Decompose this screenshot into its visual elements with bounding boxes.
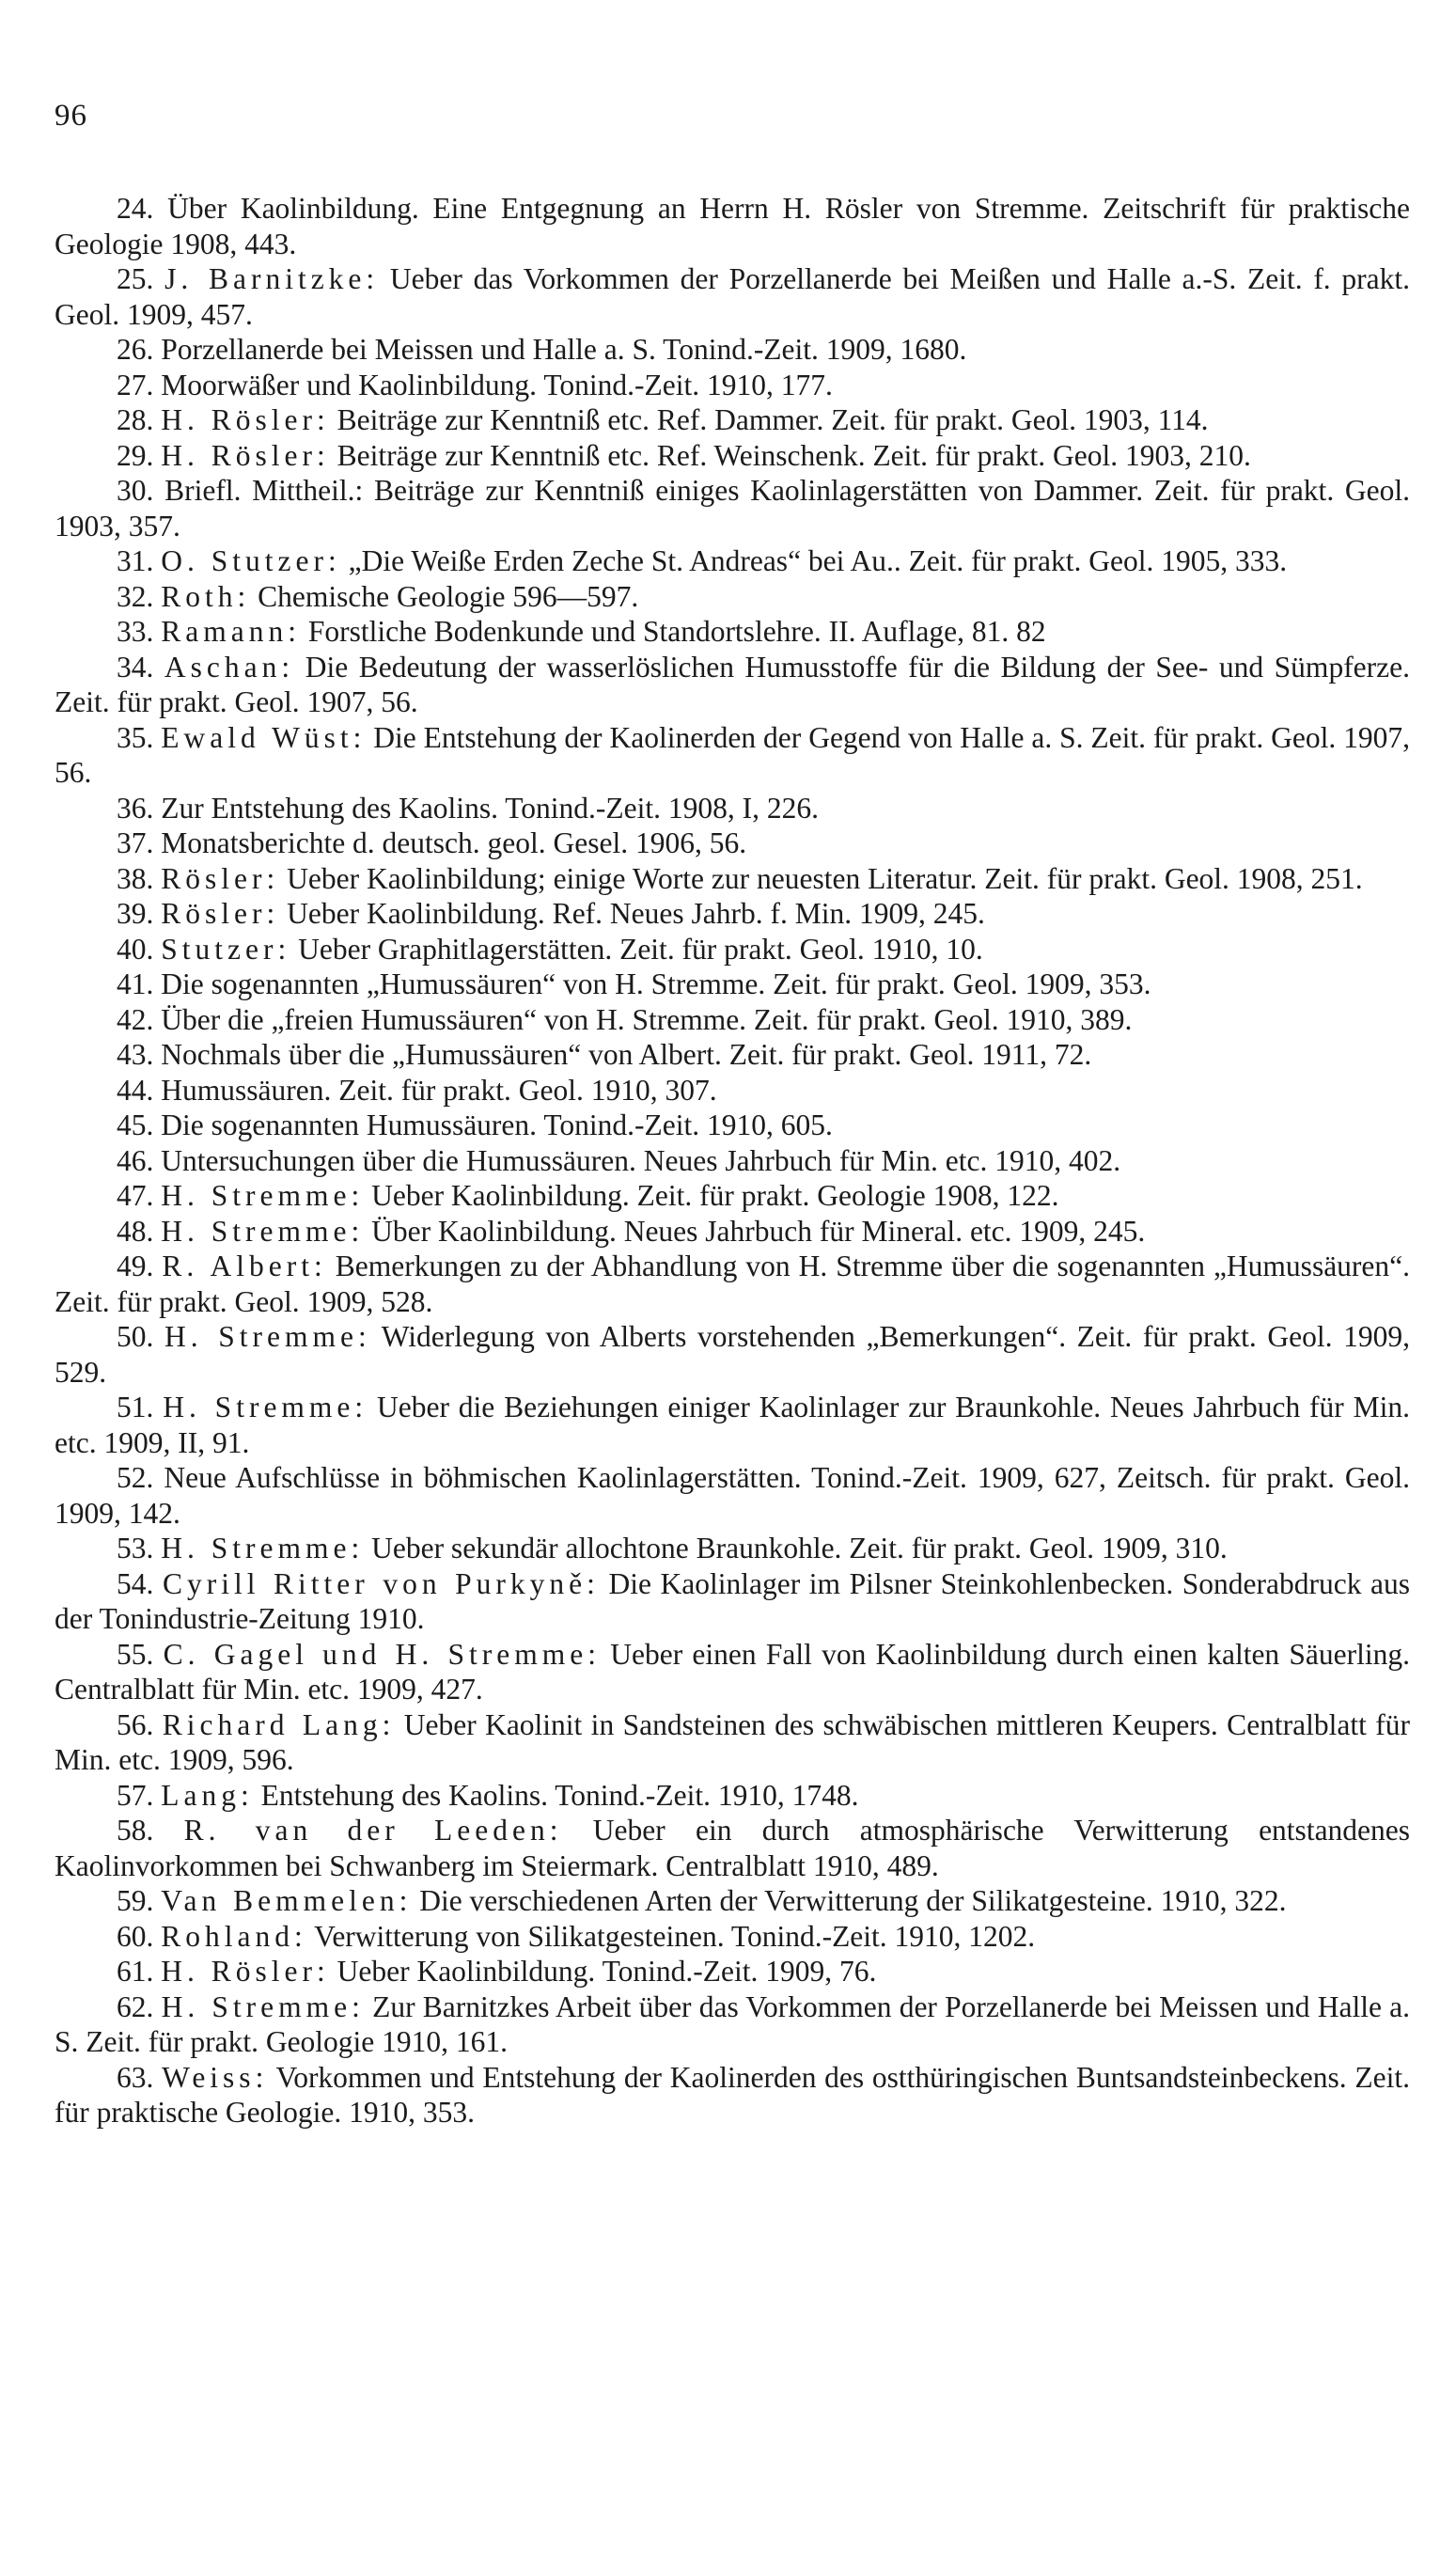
reference-author: H. Rösler:: [161, 438, 330, 472]
reference-number: 60.: [117, 1919, 154, 1953]
reference-number: 49.: [117, 1250, 154, 1282]
reference-number: 44.: [117, 1073, 154, 1107]
reference-number: 53.: [117, 1532, 154, 1565]
reference-author: Weiss:: [162, 2060, 269, 2094]
reference-entry: [55, 1954, 1410, 1989]
reference-text: Ueber das Vorkommen der Porzellanerde bei Meißen und Halle a.-S. Zeit. f. prakt. Geol. 1909, 457.: [55, 262, 1411, 331]
reference-number: 63.: [117, 2060, 154, 2094]
reference-text: Briefl. Mittheil.: Beiträge zur Kenntniß einiges Kaolinlagerstätten von Dammer. Zeit. für prakt. Geol. 1903, 357.: [55, 474, 1411, 542]
reference-entry: [55, 1566, 1410, 1637]
reference-text: Porzellanerde bei Meissen und Halle a. S. Tonind.-Zeit. 1909, 1680.: [161, 333, 967, 366]
reference-text: Verwitterung von Silikatgesteinen. Tonind.-Zeit. 1910, 1202.: [314, 1919, 1036, 1953]
page-number: 96: [55, 99, 87, 133]
reference-entry: [55, 791, 1410, 826]
reference-entry: [55, 1319, 1410, 1390]
reference-entry: [55, 1919, 1410, 1955]
reference-number: 55.: [117, 1637, 154, 1671]
reference-author: H. Stremme:: [161, 1532, 365, 1565]
reference-entry: [55, 896, 1410, 932]
reference-text: Widerlegung von Alberts vorstehenden „Bemerkungen“. Zeit. für prakt. Geol. 1909, 529.: [55, 1320, 1411, 1389]
reference-entry: [55, 402, 1410, 438]
reference-number: 58.: [117, 1814, 154, 1847]
reference-author: H. Stremme:: [161, 1179, 365, 1212]
reference-text: Zur Entstehung des Kaolins. Tonind.-Zeit. 1908, I, 226.: [161, 791, 820, 825]
reference-number: 48.: [117, 1214, 154, 1248]
reference-entry: [55, 2060, 1410, 2131]
reference-text: Ueber Kaolinbildung; einige Worte zur neuesten Literatur. Zeit. für prakt. Geol. 1908, 251.: [287, 861, 1363, 895]
reference-entry: [55, 614, 1410, 650]
reference-text: Über die „freien Humussäuren“ von H. Stremme. Zeit. für prakt. Geol. 1910, 389.: [161, 1002, 1133, 1036]
reference-author: Ramann:: [161, 615, 301, 648]
reference-text: Ueber Kaolinbildung. Zeit. für prakt. Geologie 1908, 122.: [371, 1179, 1059, 1212]
reference-text: Über Kaolinbildung. Eine Entgegnung an Herrn H. Rösler von Stremme. Zeitschrift für praktische Geologie 1908, 443.: [55, 192, 1411, 260]
reference-text: Monatsberichte d. deutsch. geol. Gesel. 1906, 56.: [161, 826, 747, 859]
reference-entry: [55, 368, 1410, 403]
reference-author: Rösler:: [161, 861, 280, 895]
reference-number: 56.: [117, 1707, 154, 1741]
reference-number: 61.: [117, 1955, 154, 1988]
reference-entry: [55, 332, 1410, 368]
reference-text: Über Kaolinbildung. Neues Jahrbuch für Mineral. etc. 1909, 245.: [371, 1214, 1146, 1248]
reference-text: Untersuchungen über die Humussäuren. Neues Jahrbuch für Min. etc. 1910, 402.: [161, 1143, 1121, 1177]
reference-text: Die Bedeutung der wasserlöslichen Humusstoffe für die Bildung der See- und Sümpferze. Zeit. für prakt. Geol. 1907, 56.: [55, 650, 1410, 718]
reference-number: 26.: [117, 333, 154, 366]
reference-number: 30.: [117, 474, 154, 507]
reference-text: Ueber die Beziehungen einiger Kaolinlager zur Braunkohle. Neues Jahrbuch für Min. etc. 1909, II, 91.: [55, 1391, 1411, 1459]
reference-author: H. Rösler:: [161, 1955, 330, 1988]
reference-number: 32.: [117, 579, 154, 613]
reference-author: Aschan:: [164, 650, 295, 684]
reference-entry: [55, 650, 1410, 720]
reference-author: O. Stutzer:: [161, 544, 341, 577]
reference-entry: [55, 1460, 1410, 1531]
reference-author: R. van der Leeden:: [183, 1814, 563, 1847]
reference-entry: [55, 191, 1410, 261]
reference-number: 40.: [117, 932, 154, 966]
reference-text: Die Kaolinlager im Pilsner Steinkohlenbecken. Sonderabdruck aus der Tonindustrie-Zeitung 1910.: [55, 1566, 1411, 1635]
reference-text: Ueber Kaolinbildung. Ref. Neues Jahrb. f. Min. 1909, 245.: [287, 897, 985, 930]
reference-number: 27.: [117, 368, 154, 401]
reference-entry: [55, 261, 1410, 332]
reference-text: Vorkommen und Entstehung der Kaolinerden des ostthüringischen Buntsandsteinbeckens. Zeit. für praktische Geologie. 1910, 353.: [55, 2060, 1411, 2129]
reference-entry: [55, 1143, 1410, 1179]
reference-number: 34.: [117, 650, 154, 684]
reference-number: 57.: [117, 1778, 154, 1812]
reference-text: Forstliche Bodenkunde und Standortslehre. II. Auflage, 81. 82: [307, 615, 1046, 648]
reference-entry: [55, 543, 1410, 579]
reference-text: Ueber Kaolinit in Sandsteinen des schwäbischen mittleren Keupers. Centralblatt für Min. etc. 1909, 596.: [55, 1707, 1411, 1776]
reference-entry: [55, 1002, 1410, 1038]
reference-entry: [55, 1178, 1410, 1214]
reference-number: 37.: [117, 826, 154, 859]
reference-entry: [55, 1037, 1410, 1073]
reference-number: 46.: [117, 1143, 154, 1177]
reference-number: 33.: [117, 615, 154, 648]
reference-number: 51.: [117, 1391, 154, 1423]
reference-author: H. Stremme:: [164, 1320, 371, 1353]
reference-number: 47.: [117, 1179, 154, 1212]
reference-author: Roth:: [161, 579, 251, 613]
reference-author: R. Albert:: [162, 1250, 327, 1282]
reference-entry: [55, 1778, 1410, 1814]
reference-text: Die verschiedenen Arten der Verwitterung der Silikatgesteine. 1910, 322.: [419, 1884, 1287, 1917]
reference-text: Ueber ein durch atmosphärische Verwitterung entstandenes Kaolinvorkommen bei Schwanberg im Steiermark. Centralblatt 1910, 489.: [55, 1814, 1411, 1882]
reference-text: Die Entstehung der Kaolinerden der Gegend von Halle a. S. Zeit. für prakt. Geol. 1907, 56.: [55, 720, 1410, 789]
reference-text: Chemische Geologie 596—597.: [258, 579, 639, 613]
reference-entry: [55, 1249, 1410, 1319]
reference-text: Ueber sekundär allochtone Braunkohle. Zeit. für prakt. Geol. 1909, 310.: [371, 1532, 1228, 1565]
reference-author: Stutzer:: [161, 932, 291, 966]
reference-text: Neue Aufschlüsse in böhmischen Kaolinlagerstätten. Tonind.-Zeit. 1909, 627, Zeitsch. für prakt. Geol. 1909, 142.: [55, 1461, 1410, 1530]
reference-number: 25.: [117, 262, 154, 295]
reference-text: Beiträge zur Kenntniß etc. Ref. Weinschenk. Zeit. für prakt. Geol. 1903, 210.: [337, 438, 1251, 472]
reference-text: Beiträge zur Kenntniß etc. Ref. Dammer. Zeit. für prakt. Geol. 1903, 114.: [337, 403, 1209, 436]
reference-author: H. Stremme:: [161, 1989, 365, 2023]
reference-number: 41.: [117, 967, 154, 1000]
reference-number: 31.: [117, 544, 154, 577]
reference-number: 39.: [117, 897, 154, 930]
reference-number: 62.: [117, 1989, 154, 2023]
reference-number: 42.: [117, 1002, 154, 1036]
reference-entry: [55, 473, 1410, 543]
reference-number: 45.: [117, 1109, 154, 1141]
reference-entry: [55, 1073, 1410, 1109]
reference-entry: [55, 1989, 1410, 2060]
reference-number: 38.: [117, 861, 154, 895]
reference-entry: [55, 1637, 1410, 1707]
reference-entry: [55, 720, 1410, 791]
reference-text: Nochmals über die „Humussäuren“ von Albert. Zeit. für prakt. Geol. 1911, 72.: [161, 1038, 1092, 1071]
reference-entry: [55, 1214, 1410, 1250]
reference-text: Ueber Graphitlagerstätten. Zeit. für prakt. Geol. 1910, 10.: [298, 932, 983, 966]
reference-author: Lang:: [161, 1778, 254, 1812]
reference-list: [55, 191, 1410, 2131]
reference-entry: [55, 932, 1410, 967]
reference-text: Die sogenannten „Humussäuren“ von H. Stremme. Zeit. für prakt. Geol. 1909, 353.: [161, 967, 1151, 1000]
reference-entry: [55, 826, 1410, 861]
reference-text: Ueber Kaolinbildung. Tonind.-Zeit. 1909, 76.: [337, 1955, 877, 1988]
reference-text: Humussäuren. Zeit. für prakt. Geol. 1910, 307.: [161, 1073, 717, 1107]
reference-text: Ueber einen Fall von Kaolinbildung durch einen kalten Säuerling. Centralblatt für Min. etc. 1909, 427.: [55, 1637, 1411, 1706]
reference-number: 52.: [117, 1461, 154, 1494]
reference-number: 59.: [117, 1884, 154, 1917]
reference-text: „Die Weiße Erden Zeche St. Andreas“ bei Au.. Zeit. für prakt. Geol. 1905, 333.: [348, 544, 1288, 577]
reference-author: J. Barnitzke:: [164, 262, 380, 295]
reference-number: 28.: [117, 403, 154, 436]
reference-text: Bemerkungen zu der Abhandlung von H. Stremme über die sogenannten „Humussäuren“. Zeit. für prakt. Geol. 1909, 528.: [55, 1250, 1411, 1318]
reference-number: 50.: [117, 1320, 154, 1353]
reference-number: 35.: [117, 720, 154, 754]
reference-author: H. Rösler:: [161, 403, 330, 436]
reference-entry: [55, 967, 1410, 1002]
reference-text: Moorwäßer und Kaolinbildung. Tonind.-Zeit. 1910, 177.: [161, 368, 833, 401]
reference-entry: [55, 1531, 1410, 1566]
reference-text: Zur Barnitzkes Arbeit über das Vorkommen der Porzellanerde bei Meissen und Halle a. S. Zeit. für prakt. Geologie 1910, 161.: [55, 1989, 1411, 2058]
reference-author: H. Stremme:: [161, 1214, 365, 1248]
reference-author: C. Gagel und H. Stremme:: [163, 1637, 601, 1671]
reference-number: 24.: [117, 192, 154, 225]
reference-entry: [55, 1813, 1410, 1883]
reference-number: 36.: [117, 791, 154, 825]
reference-author: Rohland:: [161, 1919, 307, 1953]
reference-text: Entstehung des Kaolins. Tonind.-Zeit. 1910, 1748.: [260, 1778, 859, 1812]
reference-entry: [55, 861, 1410, 897]
reference-author: Richard Lang:: [162, 1707, 396, 1741]
reference-author: H. Stremme:: [163, 1391, 368, 1423]
reference-entry: [55, 1390, 1410, 1460]
reference-author: Van Bemmelen:: [161, 1884, 413, 1917]
reference-number: 43.: [117, 1038, 154, 1071]
reference-text: Die sogenannten Humussäuren. Tonind.-Zeit. 1910, 605.: [161, 1109, 833, 1141]
reference-number: 54.: [117, 1566, 154, 1600]
reference-author: Ewald Wüst:: [161, 720, 367, 754]
reference-entry: [55, 1707, 1410, 1778]
reference-entry: [55, 438, 1410, 474]
reference-author: Cyrill Ritter von Purkyně:: [162, 1566, 600, 1600]
reference-entry: [55, 1108, 1410, 1143]
reference-entry: [55, 579, 1410, 615]
reference-number: 29.: [117, 438, 154, 472]
reference-entry: [55, 1883, 1410, 1919]
reference-author: Rösler:: [161, 897, 280, 930]
